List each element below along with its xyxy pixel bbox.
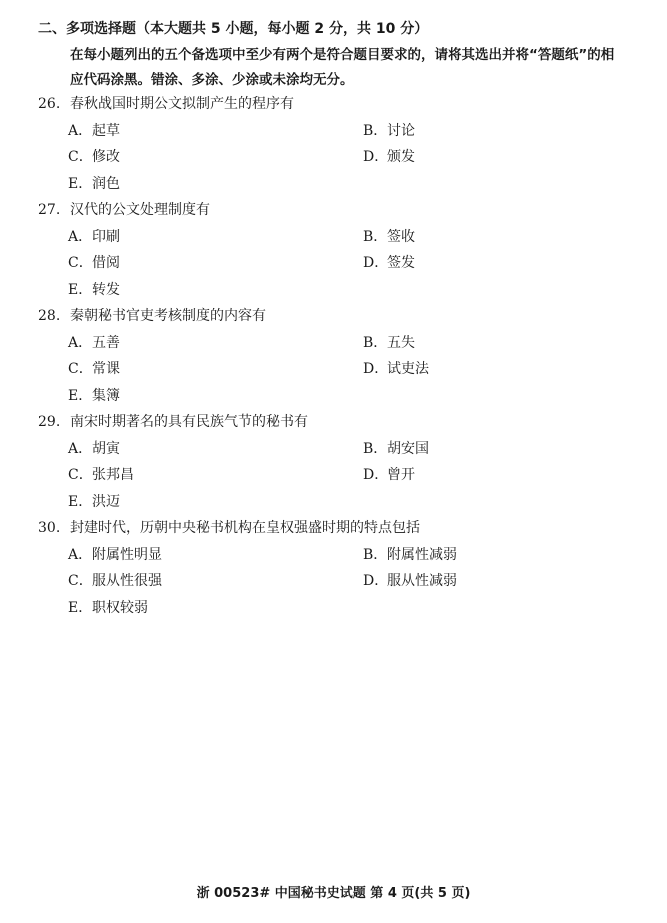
option-letter: C． [68, 149, 93, 165]
option-text: 五失 [387, 335, 415, 351]
option-letter: A． [68, 123, 93, 139]
question-stem: 南宋时期著名的具有民族气节的秘书有 [70, 414, 308, 430]
section-title: 二、多项选择题（本大题共 5 小题，每小题 2 分，共 10 分） [38, 21, 429, 37]
page-footer: 浙 00523# 中国秘书史试题 第 4 页(共 5 页) [196, 886, 471, 901]
question-number: 28. [38, 308, 61, 324]
option-text: 修改 [92, 149, 120, 165]
option-d [363, 358, 429, 380]
option-letter: D． [363, 361, 389, 377]
option-e [68, 491, 120, 513]
option-text: 起草 [92, 123, 120, 139]
option-letter: C． [68, 361, 93, 377]
option-d [363, 570, 457, 592]
option-letter: C． [68, 467, 93, 483]
option-letter: E． [68, 176, 93, 192]
option-text: 签发 [387, 255, 415, 271]
option-text: 张邦昌 [92, 467, 134, 483]
option-text: 职权较弱 [92, 600, 148, 616]
question-27 [38, 199, 638, 298]
option-d [363, 146, 415, 168]
option-letter: B． [363, 335, 388, 351]
option-letter: E． [68, 494, 93, 510]
option-c [68, 570, 162, 592]
option-text: 五善 [92, 335, 120, 351]
question-number: 29. [38, 414, 61, 430]
option-text: 签收 [387, 229, 415, 245]
question-30 [38, 517, 638, 616]
option-letter: E． [68, 388, 93, 404]
option-letter: D． [363, 467, 389, 483]
option-text: 印刷 [92, 229, 120, 245]
option-letter: D． [363, 573, 389, 589]
option-e [68, 173, 120, 195]
option-text: 服从性很强 [92, 573, 162, 589]
option-letter: B． [363, 441, 388, 457]
option-text: 曾开 [387, 467, 415, 483]
question-number: 26. [38, 96, 61, 112]
question-stem: 春秋战国时期公文拟制产生的程序有 [70, 96, 294, 112]
question-28 [38, 305, 638, 404]
question-stem: 秦朝秘书官吏考核制度的内容有 [70, 308, 266, 324]
question-26 [38, 93, 638, 192]
question-stem: 汉代的公文处理制度有 [70, 202, 210, 218]
option-c [68, 146, 120, 168]
option-text: 胡寅 [92, 441, 120, 457]
option-a [68, 332, 120, 354]
option-a [68, 226, 120, 248]
option-letter: A． [68, 547, 93, 563]
option-e [68, 597, 148, 619]
option-text: 转发 [92, 282, 120, 298]
option-text: 附属性减弱 [387, 547, 457, 563]
option-text: 附属性明显 [92, 547, 162, 563]
option-letter: A． [68, 441, 93, 457]
option-letter: B． [363, 123, 388, 139]
option-text: 胡安国 [387, 441, 429, 457]
option-letter: C． [68, 573, 93, 589]
option-b [363, 544, 457, 566]
option-letter: E． [68, 282, 93, 298]
option-text: 常课 [92, 361, 120, 377]
option-letter: C． [68, 255, 93, 271]
option-letter: A． [68, 229, 93, 245]
option-c [68, 252, 120, 274]
option-text: 讨论 [387, 123, 415, 139]
option-d [363, 464, 415, 486]
option-text: 颁发 [387, 149, 415, 165]
option-letter: D． [363, 255, 389, 271]
option-letter: A． [68, 335, 93, 351]
option-letter: D． [363, 149, 389, 165]
question-number: 30. [38, 520, 61, 536]
option-b [363, 120, 415, 142]
option-d [363, 252, 415, 274]
option-letter: B． [363, 547, 388, 563]
option-b [363, 438, 429, 460]
option-a [68, 544, 162, 566]
option-text: 服从性减弱 [387, 573, 457, 589]
section-instruction: 在每小题列出的五个备选项中至少有两个是符合题目要求的，请将其选出并将“答题纸”的相应代码涂黑。错涂、多涂、少涂或未涂均无分。 [70, 47, 615, 88]
option-text: 洪迈 [92, 494, 120, 510]
option-a [68, 120, 120, 142]
option-text: 借阅 [92, 255, 120, 271]
option-text: 集簿 [92, 388, 120, 404]
option-c [68, 464, 134, 486]
option-e [68, 279, 120, 301]
option-b [363, 226, 415, 248]
option-e [68, 385, 120, 407]
option-b [363, 332, 415, 354]
option-a [68, 438, 120, 460]
question-stem: 封建时代，历朝中央秘书机构在皇权强盛时期的特点包括 [70, 520, 420, 536]
question-number: 27. [38, 202, 61, 218]
option-letter: B． [363, 229, 388, 245]
option-letter: E． [68, 600, 93, 616]
option-text: 试吏法 [387, 361, 429, 377]
option-text: 润色 [92, 176, 120, 192]
question-29 [38, 411, 638, 510]
option-c [68, 358, 120, 380]
